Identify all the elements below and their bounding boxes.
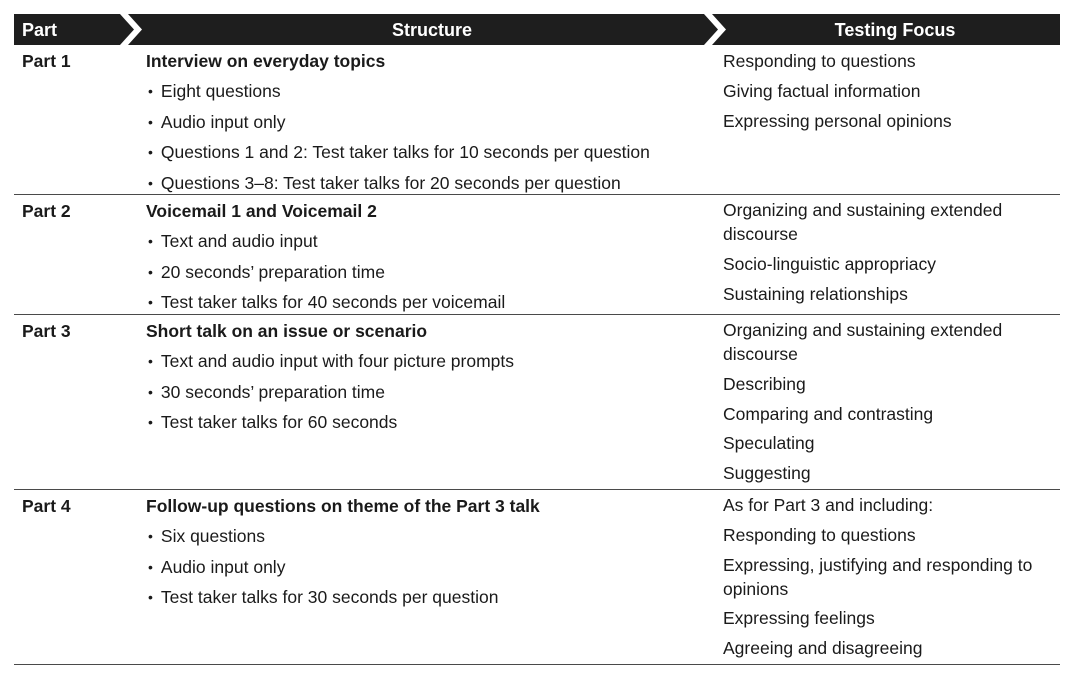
focus-item: Responding to questions: [723, 51, 916, 71]
structure-bullet: • Eight questions: [146, 77, 716, 108]
focus-item: Expressing personal opinions: [723, 110, 952, 131]
part-label: Part 3: [22, 321, 71, 341]
structure-cell: [146, 490, 716, 614]
focus-cell: [723, 490, 1053, 663]
focus-item: Organizing and sustaining extended discourse: [723, 200, 1003, 244]
structure-bullet: • Text and audio input: [146, 227, 716, 258]
structure-cell: [146, 315, 716, 439]
focus-item: Comparing and contrasting: [723, 403, 934, 424]
part-label: Part 4: [22, 496, 71, 516]
structure-bullet: • Test taker talks for 30 seconds per question: [146, 583, 716, 614]
focus-cell: [723, 315, 1023, 488]
header-testing-focus: Testing Focus: [834, 20, 956, 40]
table-header: [14, 14, 1060, 45]
focus-item: Expressing feelings: [723, 608, 875, 629]
focus-item: Speculating: [723, 433, 815, 454]
structure-title: Follow-up questions on theme of the Part 3 talk: [146, 496, 540, 516]
structure-bullet: • Text and audio input with four picture prompts: [146, 347, 716, 378]
focus-item: Agreeing and disagreeing: [723, 638, 923, 659]
structure-cell: [146, 195, 716, 319]
table-row: [14, 195, 1060, 315]
focus-item: Giving factual information: [723, 80, 921, 101]
part-label: Part 1: [22, 51, 71, 71]
part-label: Part 2: [22, 201, 71, 221]
focus-item: Describing: [723, 373, 806, 394]
structure-bullet: • Questions 3–8: Test taker talks for 20 seconds per question: [146, 169, 716, 200]
focus-item: Sustaining relationships: [723, 283, 908, 304]
structure-cell: [146, 45, 716, 200]
table-row: [14, 490, 1060, 665]
structure-bullet: • Test taker talks for 60 seconds: [146, 408, 716, 439]
table-row: [14, 45, 1060, 195]
focus-item: Responding to questions: [723, 524, 916, 545]
structure-bullet: • Audio input only: [146, 108, 716, 139]
header-part: Part: [22, 20, 58, 40]
structure-title: Voicemail 1 and Voicemail 2: [146, 201, 377, 221]
table-row: [14, 315, 1060, 490]
header-structure: Structure: [391, 20, 472, 40]
speaking-test-table: [14, 14, 1060, 665]
structure-title: Interview on everyday topics: [146, 51, 386, 71]
structure-bullet: • Six questions: [146, 522, 716, 553]
focus-item: Organizing and sustaining extended discourse: [723, 320, 1003, 364]
focus-item: Suggesting: [723, 463, 811, 484]
focus-cell: [723, 45, 1060, 136]
focus-item: As for Part 3 and including:: [723, 495, 934, 515]
focus-item: Socio-linguistic appropriacy: [723, 253, 937, 274]
structure-bullet: • Questions 1 and 2: Test taker talks for 10 seconds per question: [146, 138, 716, 169]
structure-bullet: • Audio input only: [146, 553, 716, 584]
structure-title: Short talk on an issue or scenario: [146, 321, 428, 341]
structure-bullet: • 30 seconds’ preparation time: [146, 378, 716, 409]
structure-bullet: • Test taker talks for 40 seconds per voicemail: [146, 288, 716, 319]
focus-cell: [723, 195, 1023, 308]
focus-item: Expressing, justifying and responding to opinions: [723, 554, 1033, 599]
structure-bullet: • 20 seconds’ preparation time: [146, 258, 716, 289]
